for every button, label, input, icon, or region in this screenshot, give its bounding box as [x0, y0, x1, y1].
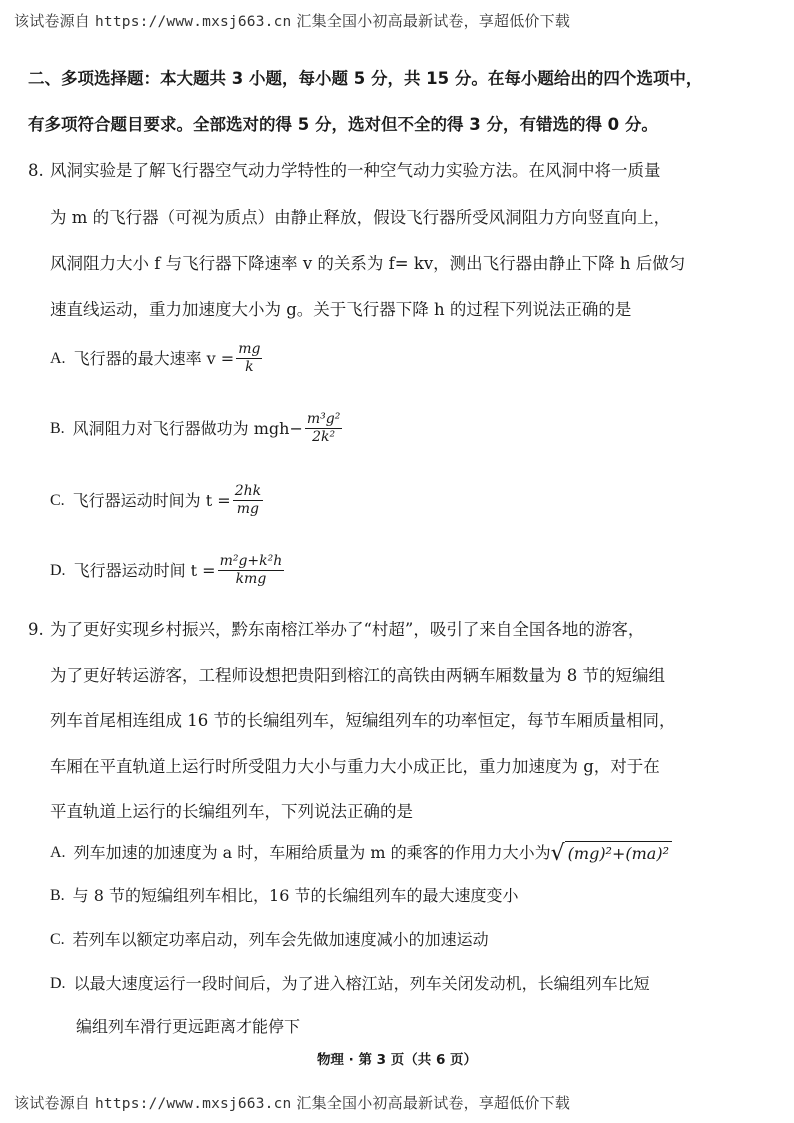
- fraction-numerator: m²g+k²h: [219, 553, 283, 569]
- fraction-denominator: kmg: [235, 571, 267, 587]
- sqrt-formula: [551, 841, 672, 865]
- fraction-denominator: mg: [236, 501, 260, 517]
- watermark-url[interactable]: https://www.mxsj663.cn: [94, 14, 292, 30]
- fraction: [305, 411, 342, 446]
- q8-option-a[interactable]: [50, 341, 264, 376]
- watermark-prefix: 该试卷源自: [14, 12, 91, 30]
- fraction: [218, 553, 285, 588]
- question-9-line: 为了更好转运游客，工程师设想把贵阳到榕江的高铁由两辆车厢数量为 8 节的短编组: [50, 666, 665, 685]
- watermark-top: [14, 10, 570, 31]
- question-9-line: 车厢在平直轨道上运行时所受阻力大小与重力大小成正比，重力加速度为 g，对于在: [50, 757, 660, 776]
- option-letter: C.: [50, 931, 65, 948]
- option-letter: C.: [50, 491, 65, 509]
- watermark-suffix: 汇集全国小初高最新试卷，享超低价下载: [296, 12, 571, 30]
- fraction-denominator: k: [245, 359, 254, 375]
- question-9-number: 9.: [28, 620, 44, 639]
- q8-option-c[interactable]: [50, 483, 265, 518]
- fraction: [236, 341, 262, 376]
- q8-option-d[interactable]: [50, 553, 286, 588]
- question-8-line: 风洞阻力大小 f 与飞行器下降速率 v 的关系为 f= kv，测出飞行器由静止下降 h 后做匀: [50, 254, 686, 273]
- option-text: 飞行器运动时间为 t =: [72, 490, 231, 510]
- watermark-suffix: 汇集全国小初高最新试卷，享超低价下载: [296, 1094, 571, 1112]
- fraction-numerator: 2hk: [234, 483, 262, 499]
- option-text: 以最大速度运行一段时间后，为了进入榕江站，列车关闭发动机，长编组列车比短: [73, 974, 650, 993]
- section-heading: [28, 56, 778, 148]
- q9-option-b[interactable]: [50, 884, 518, 908]
- fraction-denominator: 2k²: [312, 429, 336, 445]
- option-letter: B.: [50, 887, 65, 904]
- question-8-number: 8.: [28, 161, 44, 180]
- q9-option-c[interactable]: [50, 928, 489, 952]
- option-letter: A.: [50, 844, 66, 861]
- question-9-line: 平直轨道上运行的长编组列车，下列说法正确的是: [50, 802, 413, 821]
- sqrt-radicand: (mg)²+(ma)²: [565, 841, 672, 865]
- q9-option-a[interactable]: [50, 841, 672, 865]
- option-letter: D.: [50, 561, 66, 579]
- option-text: 若列车以额定功率启动，列车会先做加速度减小的加速运动: [72, 930, 489, 949]
- option-text: 列车加速的加速度为 a 时，车厢给质量为 m 的乘客的作用力大小为: [73, 843, 551, 862]
- q9-option-d[interactable]: [50, 972, 650, 996]
- option-text: 风洞阻力对飞行器做功为 mgh−: [72, 418, 303, 438]
- fraction-numerator: mg: [238, 341, 261, 357]
- option-letter: B.: [50, 419, 65, 437]
- section-heading-line1: 二、多项选择题：本大题共 3 小题，每小题 5 分，共 15 分。在每小题给出的四个选项中，: [28, 69, 703, 88]
- fraction-numerator: m³g²: [306, 411, 341, 427]
- fraction: [233, 483, 263, 518]
- q9-option-d-continuation: 编组列车滑行更远距离才能停下: [76, 1017, 301, 1036]
- option-text: 与 8 节的短编组列车相比，16 节的长编组列车的最大速度变小: [72, 886, 519, 905]
- radical-icon: √: [550, 841, 565, 866]
- section-heading-line2: 有多项符合题目要求。全部选对的得 5 分，选对但不全的得 3 分，有错选的得 0 分。: [28, 115, 658, 134]
- watermark-bottom: [14, 1092, 570, 1113]
- watermark-url[interactable]: https://www.mxsj663.cn: [94, 1096, 292, 1112]
- question-8-line: 为 m 的飞行器（可视为质点）由静止释放，假设飞行器所受风洞阻力方向竖直向上，: [50, 208, 671, 227]
- question-9-line: 为了更好实现乡村振兴，黔东南榕江举办了“村超”，吸引了来自全国各地的游客，: [50, 620, 645, 639]
- question-8-line: 速直线运动，重力加速度大小为 g。关于飞行器下降 h 的过程下列说法正确的是: [50, 300, 632, 319]
- option-text: 飞行器的最大速率 v =: [73, 348, 235, 368]
- question-9-line: 列车首尾相连组成 16 节的长编组列车，短编组列车的功率恒定，每节车厢质量相同，: [50, 711, 676, 730]
- page-footer: 物理 · 第 3 页（共 6 页）: [316, 1052, 478, 1068]
- question-8-line: 风洞实验是了解飞行器空气动力学特性的一种空气动力实验方法。在风洞中将一质量: [50, 161, 661, 180]
- option-letter: D.: [50, 975, 66, 992]
- option-text: 飞行器运动时间 t =: [73, 560, 216, 580]
- q8-option-b[interactable]: [50, 411, 344, 446]
- option-letter: A.: [50, 349, 66, 367]
- watermark-prefix: 该试卷源自: [14, 1094, 91, 1112]
